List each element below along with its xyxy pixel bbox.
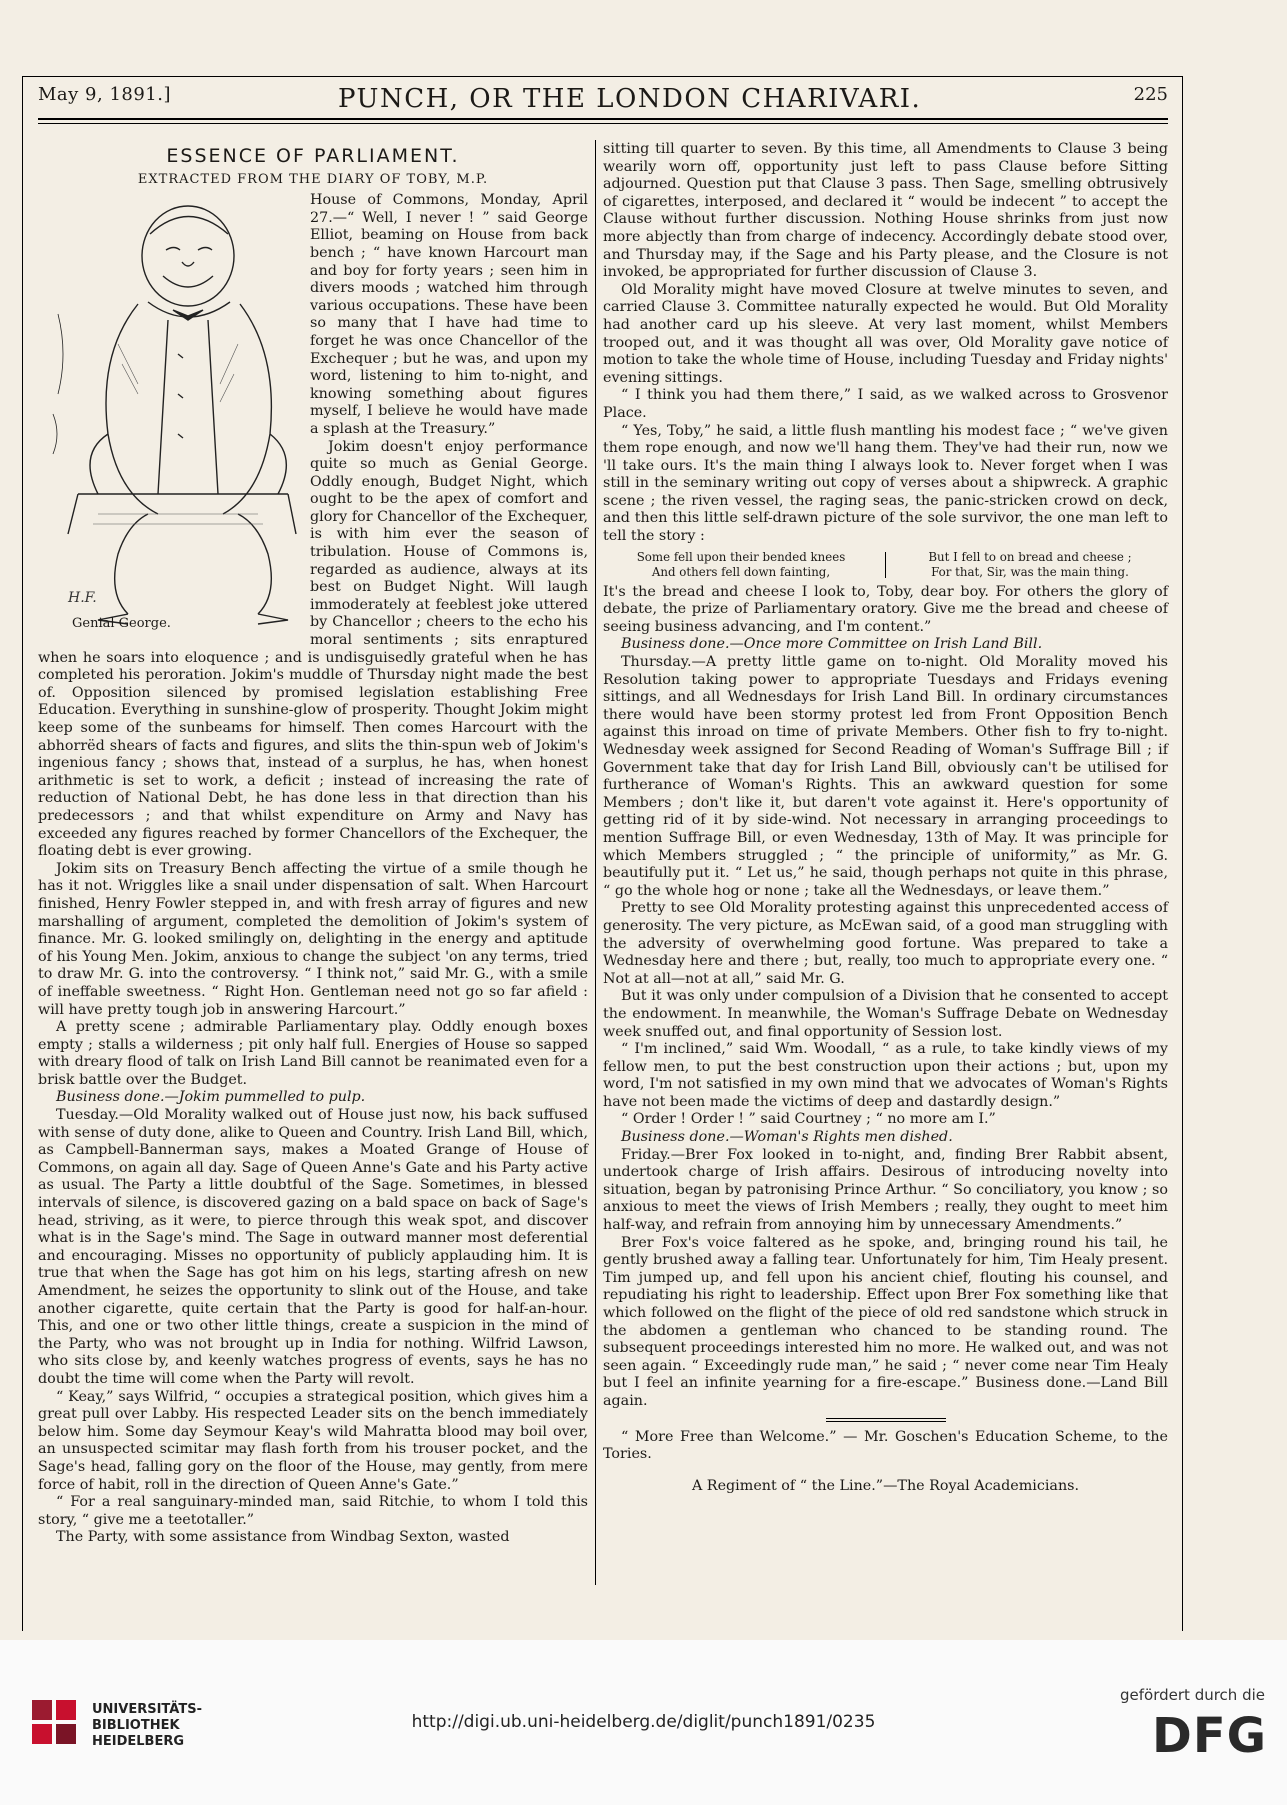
paragraph: A pretty scene ; admirable Parliamentary play. Oddly enough boxes empty ; stalls a wilderness ; pit only half full. Energies of House so sapped with dreary flood of talk on Irish Land Bill cannot be reanimated even for a brisk battle over the Budget. <box>38 1019 588 1088</box>
funding-credit: gefördert durch die <box>1120 1686 1265 1704</box>
paragraph: Old Morality might have moved Closure at twelve minutes to seven, and carried Clause 3. Committee naturally expected he would. But Old Morality had another card up his sleeve. At very last moment, whilst Members trooped out, and it was thought all was over, Old Morality gave notice of motion to take the whole time of House, including Tuesday and Friday nights' evening sittings. <box>603 281 1168 386</box>
paragraph: “ For a real sanguinary-minded man, said Ritchie, to whom I told this story, “ give me a teetotaller.” <box>38 1494 588 1528</box>
business-done-line: Business done.—Jokim pummelled to pulp. <box>56 1089 366 1106</box>
left-column <box>38 145 588 1547</box>
library-name-line: UNIVERSITÄTS- <box>92 1702 202 1717</box>
header-rule <box>38 118 1168 120</box>
section-rule <box>826 1418 946 1419</box>
issue-date: May 9, 1891.] <box>38 84 172 105</box>
permalink-url[interactable]: http://digi.ub.uni-heidelberg.de/diglit/punch1891/0235 <box>411 1712 876 1732</box>
paragraph: But it was only under compulsion of a Division that he consented to accept the endowment. In meanwhile, the Woman's Suffrage Debate on Wednesday week snuffed out, and final opportunity of Session lost. <box>603 988 1168 1040</box>
paragraph: Brer Fox's voice faltered as he spoke, and, bringing round his tail, he gently brushed away a falling tear. Unfortunately for him, Tim Healy present. Tim jumped up, and fell upon his ancient chief, flouting his counsel, and repudiating his right to leadership. Effect upon Brer Fox something like that which followed on the flight of the piece of old red sandstone which struck in the abdomen a gentleman who chanced to be standing round. The subsequent proceedings interested him no more. He walked out, and was not seen again. “ Exceedingly rude man,” he said ; “ never come near Tim Healy but I feel an infinite yearning for a fire-escape.” Business done.—Land Bill again. <box>603 1234 1168 1409</box>
verse-line: For that, Sir, was the main thing. <box>931 564 1129 579</box>
paragraph: “ Keay,” says Wilfrid, “ occupies a strategical position, which gives him a great pull over Labby. His respected Leader sits on the bench immediately below him. Some day Seymour Keay's wild Mahratta blood may boil over, an unsuspected scimitar may flash forth from his trouser pocket, and the Sage's head, falling gory on the floor of the House, may gently, from mere force of habit, roll in the direction of Queen Anne's Gate.” <box>38 1388 588 1493</box>
verse-divider <box>885 552 886 578</box>
filler-paragraph: A Regiment of “ the Line.”—The Royal Academicians. <box>691 1477 1080 1494</box>
filler-paragraph: “ More Free than Welcome.” — Mr. Goschen's Education Scheme, to the Tories. <box>603 1428 1168 1463</box>
library-name-line: HEIDELBERG <box>92 1734 185 1749</box>
paragraph: “ I think you had them there,” I said, as we walked across to Grosvenor Place. <box>603 387 1168 421</box>
verse-quotation <box>603 550 1168 580</box>
caricature-drawing <box>38 194 300 630</box>
verse-right <box>892 550 1168 580</box>
paragraph: Thursday.—A pretty little game on to-night. Old Morality moved his Resolution taking power to appropriate Tuesdays and Fridays evening sittings, and all Wednesdays for Irish Land Bill. In ordinary circumstances there would have been stormy protest led from Front Opposition Bench against this inroad on time of private Members. Other fish to fry to-night. Wednesday week assigned for Second Reading of Woman's Suffrage Bill ; if Government take that day for Irish Land Bill, obviously can't be utilised for furtherance of Woman's Rights. This an awkward question for some Members ; don't like it, but daren't vote against it. Here's opportunity of getting rid of it by side-wind. Not necessary in arranging proceedings to mention Suffrage Bill, or even Wednesday, 13th of May. It was principle for which Members struggled ; “ the principle of uniformity,” as Mr. G. beautifully put it. “ Let us,” he said, though perhaps not quite in this phrase, “ go the whole hog or none ; take all the Wednesdays, or leave them.” <box>603 654 1168 899</box>
section-rule <box>826 1421 946 1422</box>
right-column <box>603 141 1168 1495</box>
paragraph: It's the bread and cheese I look to, Toby, dear boy. For others the glory of debate, the prize of Parliamentary oratory. Give me the bread and cheese of seeing business advancing, and I'm content.” <box>603 583 1168 635</box>
paragraph: “ Order ! Order ! ” said Courtney ; “ no more am I.” <box>621 1111 996 1128</box>
library-name-line: BIBLIOTHEK <box>92 1718 180 1733</box>
frame-top-line <box>22 76 1182 77</box>
paragraph: “ Yes, Toby,” he said, a little flush mantling his modest face ; “ we've given them rope enough, and now we'll hang them. They've had their run, now we 'll take ours. It's the main thing I always look to. Never forget when I was still in the seminary writing out copy of verses about a shipwreck. A graphic scene ; the riven vessel, the raging seas, the panic-stricken crowd on deck, and then this little self-drawn picture of the sole survivor, the one man left to tell the story : <box>603 422 1168 545</box>
dfg-logo: DFG <box>1151 1708 1267 1764</box>
paragraph: Friday.—Brer Fox looked in to-night, and, finding Brer Rabbit absent, undertook charge of Irish affairs. Desirous of introducing novelty into situation, began by patronising Prince Arthur. “ So conciliatory, you know ; so anxious to meet the views of Irish Members ; really, they ought to meet him half-way, and refrain from annoying him by unnecessary Amendments.” <box>603 1146 1168 1234</box>
verse-left <box>603 550 879 580</box>
publication-title: PUNCH, OR THE LONDON CHARIVARI. <box>338 84 922 114</box>
paragraph: “ I'm inclined,” said Wm. Woodall, “ as a rule, to take kindly views of my fellow men, to put the best construction upon their actions ; but, upon my word, I'm not satisfied in my own mind that we advocates of Woman's Rights have not been made the victims of deep and dastardly design.” <box>603 1041 1168 1110</box>
frame-left-line <box>22 76 23 1631</box>
header-rule-thin <box>38 123 1168 124</box>
paragraph: sitting till quarter to seven. By this time, all Amendments to Clause 3 being wearily worn off, opportunity just left to pass Clause before Sitting adjourned. Question put that Clause 3 pass. Then Sage, smelling obtrusively of cigarettes, interposed, and declared it “ would be indecent ” to accept the Clause without further discussion. Nothing House shrinks from just now more abjectly than from charge of indecency. Accordingly debate stood over, and Thursday may, if the Sage and his Party please, and the Closure is not invoked, be appropriated for further discussion of Clause 3. <box>603 141 1168 281</box>
column-divider <box>595 140 596 1585</box>
verse-line: And others fell down fainting, <box>651 564 831 579</box>
digitisation-footer <box>0 1640 1287 1805</box>
genial-george-illustration <box>38 194 300 630</box>
verse-line: Some fell upon their bended knees <box>636 549 846 564</box>
paragraph: Jokim doesn't enjoy performance quite so much as Genial George. Oddly enough, Budget Night, which ought to be the apex of comfort and glory for Chancellor of the Exchequer, is with him ever the season of tribulation. House of Commons is, regarded as audience, always at its best on Budget Night. Will laugh immoderately at feeblest joke uttered by Chancellor ; cheers to the echo his moral sentiments ; sits enraptured when he soars into eloquence ; and is undisguisedly grateful when he has completed his peroration. Jokim's muddle of Thursday night made the best of. Opposition silenced by promised legislation establishing Free Education. Everything in sunshine-glow of prosperity. Thought Jokim might keep some of the sunbeams for himself. Then comes Harcourt with the abhorrëd shears of facts and figures, and slits the thin-spun web of Jokim's ingenious fancy ; shows that, instead of a surplus, he has, when honest arithmetic is set to work, a deficit ; instead of increasing the rate of reduction of National Debt, he has done less in that direction than his predecessors ; and that whilst expenditure on Army and Navy has exceeded any figures reached by former Chancellors of the Exchequer, the floating debt is ever growing. <box>38 438 588 860</box>
page-number: 225 <box>1133 84 1168 105</box>
paragraph: Jokim sits on Treasury Bench affecting the virtue of a smile though he has it not. Wriggles like a snail under dispensation of salt. When Harcourt finished, Henry Fowler stepped in, and with fresh array of figures and new marshalling of argument, completed the demolition of Jokim's system of finance. Mr. G. looked smilingly on, delighting in the energy and aptitude of his Young Men. Jokim, anxious to change the subject 'on any terms, tried to draw Mr. G. into the controversy. “ I think not,” said Mr. G., with a smile of ineffable sweetness. “ Right Hon. Gentleman need not go so far afield : will have pretty tough job in answering Harcourt.” <box>38 860 588 1018</box>
paragraph: Tuesday.—Old Morality walked out of House just now, his back suffused with sense of duty done, alike to Queen and Country. Irish Land Bill, which, as Campbell-Bannerman says, makes a Moated Grange of House of Commons, on again all day. Sage of Queen Anne's Gate and his Party active as usual. The Party a little doubtful of the Sage. Sometimes, in blessed intervals of silence, is discovered gazing on a bald space on back of Sage's head, striving, as it were, to pierce through this weak spot, and discover what is in the Sage's mind. The Sage in outward manner most deferential and encouraging. Misses no opportunity of publicly applauding him. It is true that when the Sage has got him on his legs, starting afresh on new Amendment, he seizes the opportunity to slink out of the House, and take another cigarette, quite certain that the Party is good for half-an-hour. This, and one or two other little things, create a suspicion in the mind of the Party, who was not brought up in India for nothing. Wilfrid Lawson, who sits close by, and keenly watches progress of events, says he has no doubt the time will come when the Party will revolt. <box>38 1107 588 1387</box>
illustration-caption: Genial George. <box>72 615 171 631</box>
frame-right-line <box>1182 76 1183 1631</box>
business-done-line: Business done.—Woman's Rights men dished. <box>621 1129 953 1146</box>
svg-text:H.F.: H.F. <box>68 590 97 607</box>
business-done-line: Business done.—Once more Committee on Irish Land Bill. <box>621 636 1043 653</box>
paragraph: House of Commons, Monday, April 27.—“ Well, I never ! ” said George Elliot, beaming on House from back bench ; “ have known Harcourt man and boy for forty years ; seen him in divers moods ; watched him through various occupations. These have been so many that I have had time to forget he was once Chancellor of the Exchequer ; but he was, and upon my word, listening to him to-night, and knowing something about figures myself, I believe he would have made a splash at the Treasury.” <box>310 192 588 437</box>
verse-line: But I fell to on bread and cheese ; <box>928 549 1132 564</box>
running-head <box>38 84 1168 118</box>
article-subtitle: EXTRACTED FROM THE DIARY OF TOBY, M.P. <box>137 171 489 187</box>
paragraph: Pretty to see Old Morality protesting against this unprecedented access of generosity. The very picture, as McEwan said, of a good man struggling with the adversity of overwhelming good fortune. Was prepared to take a Wednesday here and there ; but, really, too much to appropriate every one. “ Not at all—not at all,” said Mr. G. <box>603 900 1168 987</box>
paragraph: The Party, with some assistance from Windbag Sexton, wasted <box>56 1529 510 1546</box>
article-title: ESSENCE OF PARLIAMENT. <box>166 145 460 167</box>
